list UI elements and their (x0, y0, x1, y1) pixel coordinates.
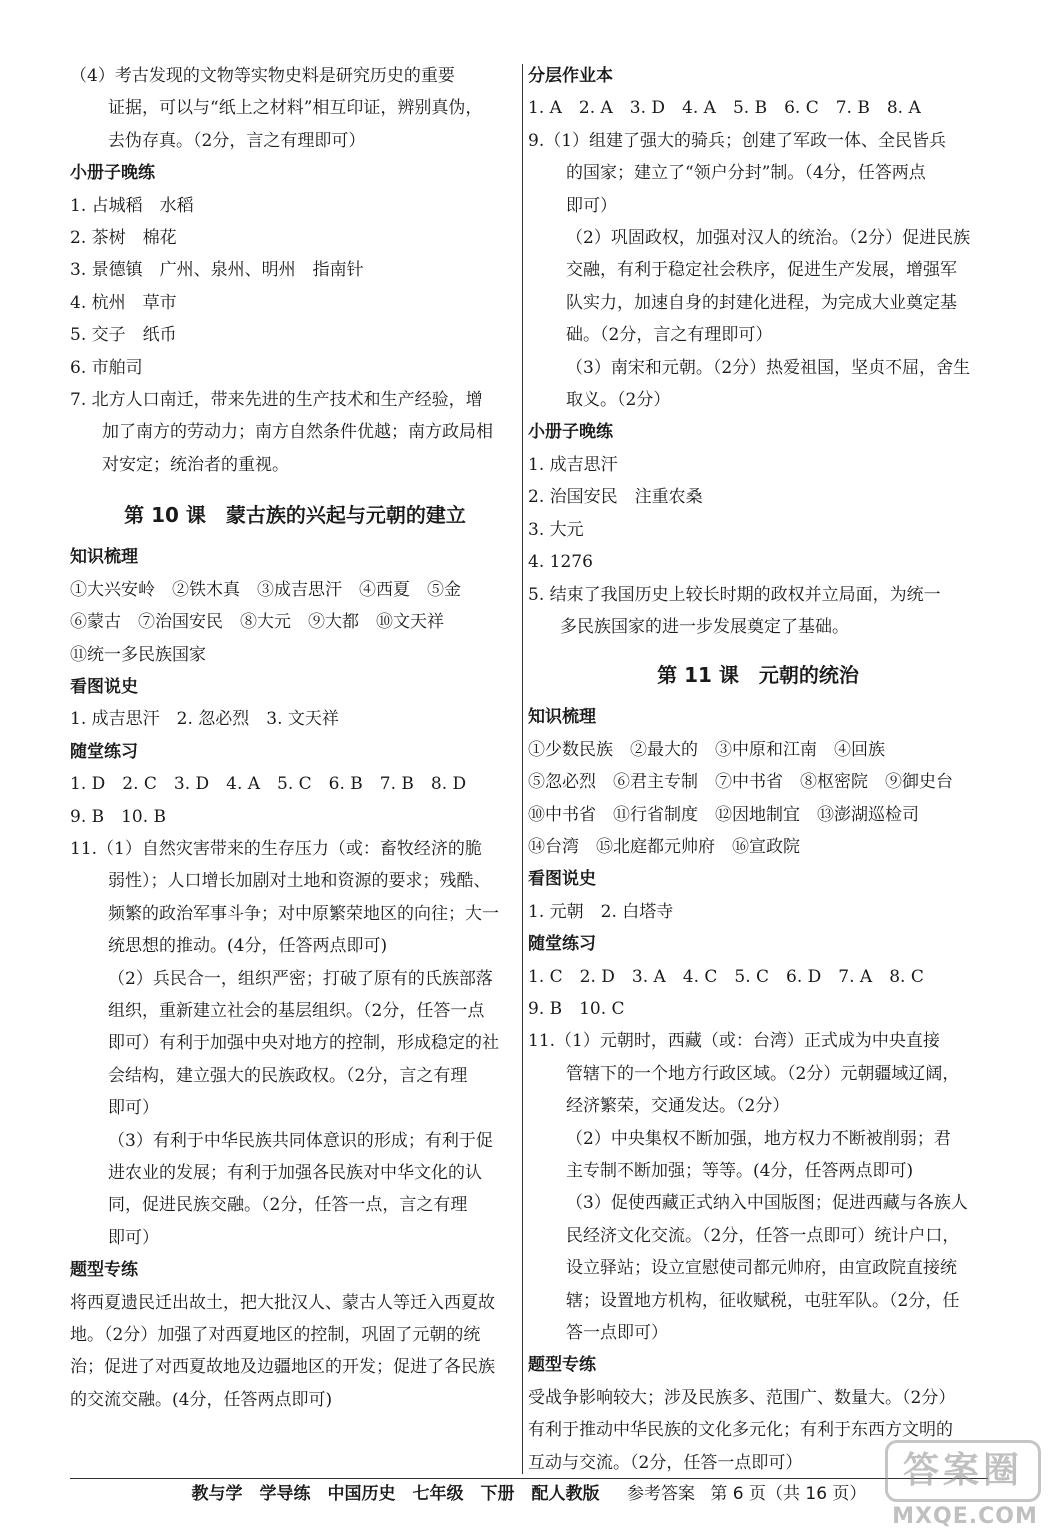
answer-line: 的交流交融。(4分，任答两点即可) (70, 1389, 333, 1410)
lesson-title: 第 11 课 元朝的统治 (657, 663, 859, 688)
answer-line: 频繁的政治军事斗争；对中原繁荣地区的向往；大一 (108, 903, 499, 924)
lesson-title: 第 10 课 蒙古族的兴起与元朝的建立 (124, 503, 466, 528)
left-column (70, 60, 520, 1416)
answer-line: （2）巩固政权，加强对汉人的统治。（2分）促进民族 (566, 228, 971, 249)
answer-line: 设立驿站；设立宣慰使司都元帅府，由宣政院直接统 (566, 1258, 957, 1279)
page-footer (70, 1478, 988, 1509)
answer-line: 3. 大元 (528, 519, 584, 540)
answer-line: （3）南宋和元朝。（2分）热爱祖国，坚贞不屈，舍生 (566, 357, 971, 378)
answer-line: 6. 市舶司 (70, 357, 143, 378)
answer-line: 9.（1）组建了强大的骑兵；创建了军政一体、全民皆兵 (528, 130, 947, 151)
section-heading-fenceng: 分层作业本 (528, 66, 613, 86)
answer-line: 统思想的推动。(4分，任答两点即可) (108, 936, 388, 957)
answer-line: 经济繁荣，交通发达。（2分） (566, 1096, 790, 1117)
answer-line: 1. 成吉思汗 (528, 454, 618, 475)
watermark (885, 1440, 1045, 1532)
answer-line: 互动与交流。（2分，任答一点即可） (528, 1452, 803, 1473)
section-heading-zhishi: 知识梳理 (528, 707, 596, 728)
answer-line: 答一点即可） (566, 1323, 668, 1344)
answer-line: 多民族国家的进一步发展奠定了基础。 (560, 616, 849, 637)
xiaoce-answers (70, 190, 520, 482)
text-line: （4）考古发现的文物等实物史料是研究历史的重要 (70, 66, 455, 86)
answer-line: 5. 交子 纸币 (70, 325, 177, 346)
answer-line: 4. 1276 (528, 552, 593, 573)
right-column (528, 60, 988, 1479)
answer-line: 1. D 2. C 3. D 4. A 5. C 6. B 7. B 8. D (70, 774, 467, 795)
answer-line: （2）中央集权不断加强，地方权力不断被削弱；君 (566, 1128, 951, 1149)
answer-line: 3. 景德镇 广州、泉州、明州 指南针 (70, 260, 364, 281)
answer-line: 治；促进了对西夏故地及边疆地区的开发；促进了各民族 (70, 1357, 495, 1378)
answer-line: 加了南方的劳动力；南方自然条件优越；南方政局相 (102, 422, 493, 443)
answer-line: 主专制不断加强；等等。(4分，任答两点即可) (566, 1161, 914, 1181)
answer-line: 管辖下的一个地方行政区域。（2分）元朝疆域辽阔， (566, 1063, 960, 1084)
answer-line: 即可） (566, 195, 617, 216)
answer-line: 5. 结束了我国历史上较长时期的政权并立局面，为统一 (528, 584, 941, 605)
answer-line: 9. B 10. C (528, 998, 625, 1019)
answer-line: ⑤忽必烈 ⑥君主专制 ⑦中书省 ⑧枢密院 ⑨御史台 (528, 772, 953, 793)
answer-line: ⑭台湾 ⑮北庭都元帅府 ⑯宣政院 (528, 836, 800, 857)
answer-line: 7. 北方人口南迁，带来先进的生产技术和生产经验，增 (70, 390, 483, 411)
answer-line: 弱性）；人口增长加剧对土地和资源的要求；残酷、 (108, 871, 491, 892)
answer-line: 础。（2分，言之有理即可） (566, 325, 773, 346)
answer-line: ①少数民族 ②最大的 ③中原和江南 ④回族 (528, 739, 885, 760)
answer-line: 对安定；统治者的重视。 (102, 454, 289, 475)
footer-page-number: 第 6 页（共 16 页） (710, 1484, 867, 1504)
answer-line: （2）兵民合一，组织严密；打破了原有的氏族部落 (108, 968, 493, 989)
answer-line: 1. 成吉思汗 2. 忽必烈 3. 文天祥 (70, 709, 339, 730)
answer-line: 取义。（2分） (566, 390, 671, 411)
answer-line: ⑩中书省 ⑪行省制度 ⑫因地制宜 ⑬澎湖巡检司 (528, 804, 919, 825)
text-line: 证据，可以与“纸上之材料”相互印证，辨别真伪， (108, 98, 483, 119)
intro-answer-block (70, 60, 520, 157)
answer-line: （3）有利于中华民族共同体意识的形成；有利于促 (108, 1130, 493, 1151)
answer-line: ①大兴安岭 ②铁木真 ③成吉思汗 ④西夏 ⑤金 (70, 579, 461, 600)
answer-line: 地。（2分）加强了对西夏地区的控制，巩固了元朝的统 (70, 1325, 481, 1346)
answer-line: 11.（1）自然灾害带来的生存压力（或：畜牧经济的脆 (70, 838, 482, 859)
section-heading-suitang: 随堂练习 (528, 934, 596, 955)
section-heading-suitang: 随堂练习 (70, 741, 138, 762)
answer-line: 1. 占城稻 水稻 (70, 195, 194, 216)
section-heading-xiaoce: 小册子晚练 (528, 422, 613, 443)
answer-line: 即可） (108, 1227, 159, 1248)
answer-line: 1. 元朝 2. 白塔寺 (528, 901, 674, 922)
answer-line: 有利于推动中华民族的文化多元化；有利于东西方文明的 (528, 1420, 953, 1441)
answer-line: 1. C 2. D 3. A 4. C 5. C 6. D 7. A 8. C (528, 966, 924, 987)
section-heading-zhishi: 知识梳理 (70, 547, 138, 568)
section-heading-tixing: 题型专练 (528, 1355, 596, 1376)
answer-line: 4. 杭州 草市 (70, 292, 177, 313)
section-heading-kantu: 看图说史 (70, 676, 138, 697)
answer-line: 的国家；建立了“领户分封”制。（4分，任答两点 (566, 163, 926, 184)
footer-book-title: 教与学 学导练 中国历史 七年级 下册 配人教版 (191, 1484, 600, 1504)
answer-line: 进农业的发展；有利于加强各民族对中华文化的认 (108, 1163, 482, 1183)
answer-line: ⑥蒙古 ⑦治国安民 ⑧大元 ⑨大都 ⑩文天祥 (70, 612, 444, 633)
section-heading-kantu: 看图说史 (528, 869, 596, 890)
answer-line: 同，促进民族交融。（2分，任答一点，言之有理 (108, 1195, 468, 1216)
answer-line: 受战争影响较大；涉及民族多、范围广、数量大。（2分） (528, 1387, 956, 1408)
answer-line: 2. 茶树 棉花 (70, 228, 177, 249)
answer-line: ⑪统一多民族国家 (70, 644, 206, 665)
section-heading-tixing: 题型专练 (70, 1260, 138, 1281)
answer-line: 民经济文化交流。（2分，任答一点即可）统计户口， (566, 1225, 960, 1246)
answer-line: 队实力，加速自身的封建化进程，为完成大业奠定基 (566, 292, 957, 313)
answer-line: 9. B 10. B (70, 806, 167, 827)
answer-line: 将西夏遗民迁出故土，把大批汉人、蒙古人等迁入西夏故 (70, 1292, 495, 1313)
answer-line: （3）促使西藏正式纳入中国版图；促进西藏与各族人 (566, 1193, 968, 1214)
answer-line: 交融，有利于稳定社会秩序，促进生产发展，增强军 (566, 260, 957, 281)
answer-line: 即可）有利于加强中央对地方的控制，形成稳定的社 (108, 1033, 499, 1054)
answer-line: 会结构，建立强大的民族政权。（2分，言之有理 (108, 1065, 468, 1086)
text-line: 去伪存真。（2分，言之有理即可） (108, 130, 366, 151)
answer-line: 1. A 2. A 3. D 4. A 5. B 6. C 7. B 8. A (528, 98, 921, 119)
answer-line: 辖；设置地方机构，征收赋税，屯驻军队。（2分，任 (566, 1290, 960, 1311)
watermark-logo: 答案圈 (885, 1440, 1041, 1502)
answer-line: 组织，重新建立社会的基层组织。（2分，任答一点 (108, 1000, 485, 1021)
answer-line: 2. 治国安民 注重农桑 (528, 487, 703, 508)
watermark-url: MXQE.COM (892, 1504, 1038, 1529)
column-divider (522, 64, 523, 1474)
footer-section: 参考答案 (626, 1484, 695, 1504)
answer-line: 即可） (108, 1098, 159, 1119)
section-heading-xiaoce: 小册子晚练 (70, 163, 155, 184)
answer-line: 11.（1）元朝时，西藏（或：台湾）正式成为中央直接 (528, 1031, 940, 1052)
